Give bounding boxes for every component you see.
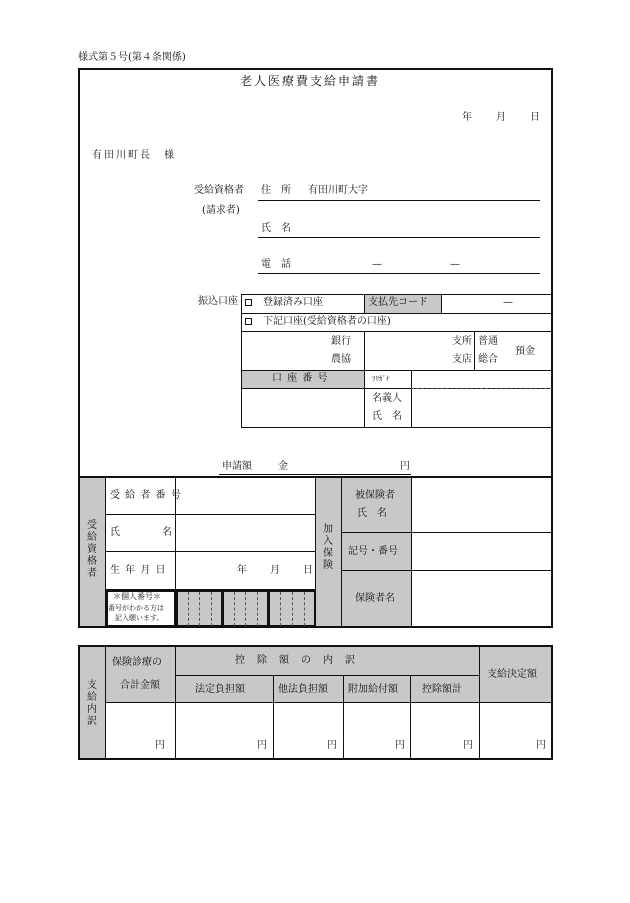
eligible-name-label: 氏: [110, 527, 120, 538]
furigana-label: ﾌﾘｶﾞﾅ: [372, 375, 390, 383]
bank-row-line: [241, 331, 552, 332]
symbol-number-label: 記号・番号: [348, 546, 398, 557]
unit-yen: 円: [395, 740, 405, 751]
addressee: 有田川町長 様: [92, 150, 176, 161]
phone-dash-1: —: [372, 259, 382, 270]
mynumber-digit-line: [304, 592, 305, 626]
mynumber-digit-line: [292, 592, 293, 626]
insurance-col-line: [341, 477, 342, 627]
unit-yen: 円: [463, 740, 473, 751]
insurance-side-label: 加入保険: [323, 524, 333, 571]
option-below: 下記口座(受給資格者の口座): [263, 316, 391, 327]
mynumber-digit-line: [280, 592, 281, 626]
bank-col-line: [411, 370, 412, 428]
eligible-side-label: 受給資格者: [87, 520, 97, 579]
bank-col-line: [364, 331, 365, 428]
mynumber-note-2: 記入願います。: [115, 614, 164, 622]
date-year: 年: [462, 112, 472, 123]
insured-label-2: 氏 名: [357, 508, 387, 519]
column-legal: 法定負担額: [195, 684, 245, 695]
total-label-2: 合計金額: [120, 680, 160, 691]
branch-label: 支所: [452, 336, 472, 347]
mynumber-digit-line: [199, 592, 200, 626]
bank-col-line: [364, 294, 365, 313]
mynumber-digit-line: [188, 592, 189, 626]
breakdown-row-line: [175, 675, 479, 676]
mynumber-digit-line: [234, 592, 235, 626]
holder-label-2: 氏 名: [372, 411, 402, 422]
applicant-sublabel: (請求者): [202, 205, 240, 216]
insurance-col-line: [315, 477, 316, 627]
bank-row-line: [241, 313, 552, 314]
column-additional: 附加給付額: [348, 684, 398, 695]
address-line: [258, 200, 540, 201]
breakdown-col-line: [343, 675, 344, 759]
insurance-row-line: [341, 570, 552, 571]
form-label: 様式第５号(第４条関係): [78, 52, 186, 63]
phone-dash-2: —: [450, 259, 460, 270]
bank-label: 振込口座: [198, 296, 238, 307]
bank-table: [241, 294, 552, 428]
bank-col-line: [474, 331, 475, 370]
page-title: 老人医療費支給申請書: [240, 74, 381, 88]
address-value[interactable]: 有田川町大字: [308, 185, 368, 196]
type-general: 総合: [478, 354, 498, 365]
insurance-row-line: [341, 532, 552, 533]
address-label: 住 所: [261, 185, 291, 196]
mynumber-digit-line: [245, 592, 246, 626]
furigana-dash: [411, 388, 552, 389]
column-total-deduction: 控除額計: [422, 684, 462, 695]
date-day: 日: [530, 112, 540, 123]
registered-account-checkbox[interactable]: [245, 299, 252, 306]
name-line[interactable]: [258, 237, 540, 238]
branch2-label: 支店: [452, 354, 472, 365]
birth-month: 月: [270, 565, 280, 576]
type-ordinary: 普通: [478, 336, 498, 347]
mynumber-digit-line: [211, 592, 212, 626]
unit-yen: 円: [327, 740, 337, 751]
holder-label-1: 名義人: [372, 393, 402, 404]
deduction-header: 控 除 額 の 内 訳: [235, 655, 356, 666]
bank-col-line: [441, 294, 442, 313]
insurer-label: 保険者名: [355, 593, 395, 604]
breakdown-side-label: 支給内訳: [87, 680, 97, 727]
unit-yen: 円: [536, 740, 546, 751]
request-amount-unit: 円: [400, 461, 410, 472]
eligible-row-line: [105, 514, 315, 515]
phone-line[interactable]: [258, 273, 540, 274]
payee-code-value[interactable]: —: [503, 297, 513, 308]
birth-year: 年: [237, 565, 247, 576]
insured-label-1: 被保険者: [355, 490, 395, 501]
breakdown-col-line: [410, 675, 411, 759]
name-label: 氏 名: [261, 223, 291, 234]
eligible-name-label-2: 名: [162, 527, 172, 538]
column-other: 他法負担額: [278, 684, 328, 695]
recipient-number-label: 受 給 者 番 号: [110, 490, 182, 501]
request-amount-prefix: 金: [278, 461, 288, 472]
mynumber-note-1: 番号がわかる方は: [108, 604, 164, 612]
phone-label: 電 話: [261, 259, 291, 270]
unit-yen: 円: [155, 740, 165, 751]
bank-type-bank: 銀行: [331, 336, 351, 347]
account-number-label: 口 座 番 号: [272, 373, 329, 384]
insurance-col-line: [411, 477, 412, 627]
deposit-label: 預金: [515, 346, 535, 357]
eligible-row-line: [105, 551, 315, 552]
option-registered: 登録済み口座: [263, 297, 323, 308]
mynumber-digit-line: [257, 592, 258, 626]
total-label-1: 保険診療の: [112, 657, 162, 668]
breakdown-col-line: [273, 675, 274, 759]
mynumber-label: ＊個人番号＊: [113, 592, 161, 601]
payee-code-label: 支払先コード: [368, 297, 428, 308]
bank-type-coop: 農協: [331, 354, 351, 365]
request-amount-label: 申請額: [222, 461, 252, 472]
request-amount-line[interactable]: [219, 474, 411, 475]
date-month: 月: [496, 112, 506, 123]
breakdown-row-line: [105, 702, 552, 703]
birth-day: 日: [303, 565, 313, 576]
below-account-checkbox[interactable]: [245, 318, 252, 325]
unit-yen: 円: [257, 740, 267, 751]
birth-date-label: 生 年 月 日: [110, 565, 167, 576]
decision-label: 支給決定額: [487, 669, 537, 680]
applicant-label: 受給資格者: [194, 185, 244, 196]
